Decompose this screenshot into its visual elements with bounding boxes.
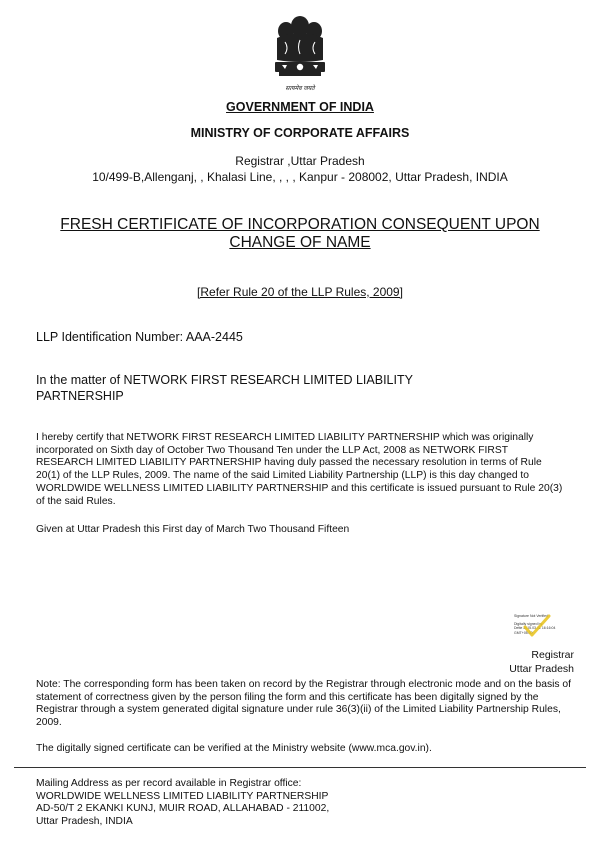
certificate-title-line1: FRESH CERTIFICATE OF INCORPORATION CONSEQUENT UPON (60, 216, 540, 233)
given-at-line: Given at Uttar Pradesh this First day of March Two Thousand Fifteen (36, 524, 350, 535)
footer-divider (14, 767, 586, 768)
signature-signed-by: Digitally signed by (514, 622, 543, 627)
check-mark-icon (522, 614, 552, 638)
registrar-office: Registrar ,Uttar Pradesh (235, 154, 365, 168)
signature-date: Dette 2015.03.01 16:16:04 (514, 626, 556, 631)
signatory-title: Registrar (531, 649, 574, 661)
matter-of: In the matter of NETWORK FIRST RESEARCH LIMITED LIABILITY PARTNERSHIP (36, 373, 413, 403)
mailing-name: WORLDWIDE WELLNESS LIMITED LIABILITY PARTNERSHIP (36, 790, 329, 802)
signature-timezone: GMT+05:30 (514, 630, 533, 635)
mailing-line1: AD-50/T 2 EKANKI KUNJ, MUIR ROAD, ALLAHABAD - 211002, (36, 803, 330, 815)
rule-reference: [Refer Rule 20 of the LLP Rules, 2009] (197, 285, 403, 299)
mailing-address (36, 778, 556, 828)
government-heading: GOVERNMENT OF INDIA (226, 100, 374, 114)
mailing-label: Mailing Address as per record available in Registrar office: (36, 778, 302, 789)
emblem-motto: सत्यमेव जयते (285, 86, 315, 92)
registrar-address: 10/499-B,Allenganj, , Khalasi Line, , , , Kanpur - 208002, Uttar Pradesh, INDIA (92, 170, 508, 184)
verification-note: The digitally signed certificate can be verified at the Ministry website (www.mca.gov.in). (36, 743, 432, 754)
certification-paragraph: I hereby certify that NETWORK FIRST RESEARCH LIMITED LIABILITY PARTNERSHIP which was originally incorporated on Sixth day of October Two Thousand Ten under the LLP Act, 2008 as NETWORK FIRST RESEARCH LIMITED LIABILITY PARTNERSHIP having duly passed the necessary resolution in terms of Rule 20(1) of the LLP Rules, 2009. The name of the said Limited Liability Partnership (LLP) is this day changed to WORLDWIDE WELLNESS LIMITED LIABILITY PARTNERSHIP and this certificate is issued pursuant to Rule 20(3) of the said Rules. (36, 432, 563, 507)
signature-status: Signature Not Verified (514, 614, 549, 618)
certificate-title-line2: CHANGE OF NAME (229, 234, 371, 251)
llp-identification-number: LLP Identification Number: AAA-2445 (36, 330, 243, 344)
ministry-heading: MINISTRY OF CORPORATE AFFAIRS (190, 126, 410, 140)
certificate-title (0, 216, 600, 252)
signatory-location: Uttar Pradesh (509, 663, 574, 675)
note-paragraph: Note: The corresponding form has been taken on record by the Registrar through electronic mode and on the basis of statement of correctness given by the person filing the form and this certificate has been digitally signed by the Registrar through a system generated digital signature under rule 36(3)(ii) of the Limited Liability Partnership Rules, 2009. (36, 679, 571, 728)
mailing-line2: Uttar Pradesh, INDIA (36, 815, 133, 827)
